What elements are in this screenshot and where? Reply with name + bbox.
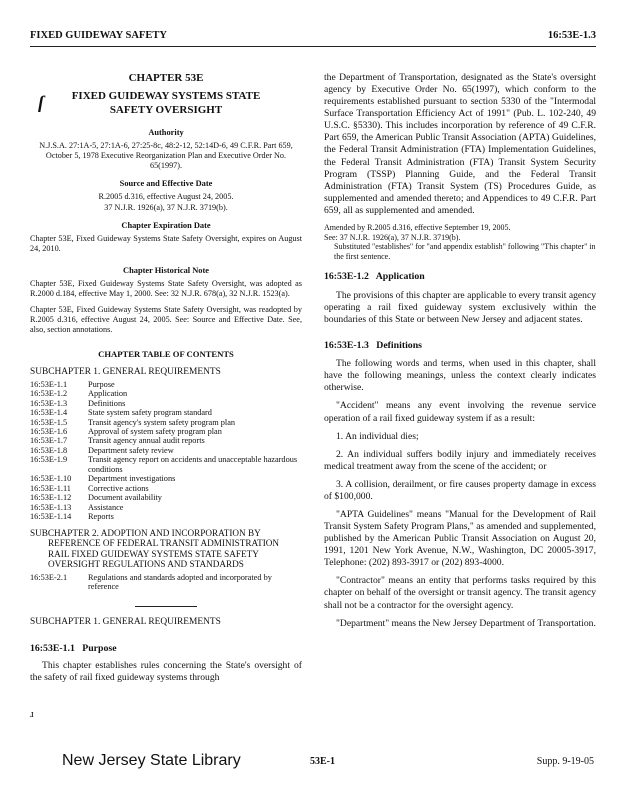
toc-number: 16:53E-1.12	[30, 493, 72, 503]
toc-number: 16:53E-1.4	[30, 408, 68, 418]
toc-title: Reports	[88, 512, 114, 522]
definition-contractor: "Contractor" means an entity that performs tasks required by this chapter on behalf of the oversight or transit agency. The transit agency shall not be a contractor for the oversight agency.	[324, 575, 596, 611]
amendment-note	[324, 223, 596, 261]
toc-row	[30, 436, 302, 445]
header-rule	[30, 46, 596, 47]
section-1-1-text: This chapter establishes rules concerning the State's oversight of the safety of rail fixed guideway systems through	[30, 659, 302, 683]
toc-number: 16:53E-1.5	[30, 417, 68, 427]
toc-title: Purpose	[88, 379, 115, 389]
history-heading: Chapter Historical Note	[123, 265, 209, 275]
toc-row	[30, 493, 302, 502]
purpose-continued-text: the Department of Transportation, designated as the State's oversight agency by Executive Order No. 65(1997), which conform to the requirements established pursuant to section 5330 of the "Intermodal Surface Transportation Efficiency Act of 1991" (Pub. L. 102-240, 49 U.S.C. §5330). This includes incorporation by reference of 49 C.F.R. Part 659, the American Public Transit Association (APTA) Guidelines, the Federal Transit Administration (FTA) Implementation Guidelines, the Federal Transit Administration (FTA) Transit System Security Program (TSSP) Planning Guide, and the Federal Transit Administration (FTA) Transit System (TS) Procedures Guide, as supplemented and amended thereto; and Appendices to 49 C.F.R. Part 659, all as supplemented and amended.	[324, 72, 596, 216]
page-number: 53E-1	[310, 756, 335, 767]
header-section: 16:53E-1.3	[547, 30, 596, 41]
accident-item-1: 1. An individual dies;	[336, 430, 419, 442]
toc-row	[30, 455, 302, 474]
header-title: FIXED GUIDEWAY SAFETY	[30, 30, 167, 41]
toc-number: 16:53E-1.6	[30, 427, 68, 437]
toc-number: 16:53E-1.11	[30, 483, 71, 493]
source-line-2: 37 N.J.R. 1926(a), 37 N.J.R. 3719(b).	[104, 202, 228, 212]
accident-item-3: 3. A collision, derailment, or fire causes property damage in excess of $100,000.	[324, 478, 596, 502]
toc-title: Transit agency's system safety program plan	[88, 417, 236, 427]
history-paragraph-1: Chapter 53E, Fixed Guideway Systems State Safety Oversight, was adopted as R.2000 d.184, effective May 1, 2000. See: 32 N.J.R. 678(a), 32 N.J.R. 1523(a).	[30, 278, 302, 298]
toc-title: Transit agency report on accidents and unacceptable hazardous conditions	[88, 455, 298, 474]
definitions-intro: The following words and terms, when used in this chapter, shall have the following meanings, unless the context clearly indicates otherwise.	[324, 358, 596, 394]
toc-row	[30, 380, 302, 389]
toc-row	[30, 512, 302, 521]
definition-department: "Department" means the New Jersey Department of Transportation.	[336, 617, 596, 629]
toc-title: Assistance	[88, 502, 124, 512]
authority-text: N.J.S.A. 27:1A-5, 27:1A-6, 27:25-8c, 48:2-12, 52:14D-6, 49 C.F.R. Part 659, October 5, 1978 Executive Reorganization Plan and Executive Order No. 65(1997).	[39, 140, 293, 170]
source-heading: Source and Effective Date	[119, 179, 213, 189]
toc-heading: CHAPTER TABLE OF CONTENTS	[98, 348, 234, 359]
toc-title: Regulations and standards adopted and incorporated by reference	[88, 572, 272, 592]
authority-heading: Authority	[148, 127, 184, 137]
toc-number: 16:53E-2.1	[30, 572, 68, 582]
toc-number: 16:53E-1.7	[30, 436, 68, 446]
toc-title: Department safety review	[88, 445, 174, 455]
toc-row	[30, 484, 302, 493]
expiration-text: Chapter 53E, Fixed Guideway Systems State Safety Oversight, expires on August 24, 2010.	[30, 233, 302, 253]
toc-row	[30, 399, 302, 408]
toc-row	[30, 474, 302, 483]
toc-list	[30, 380, 302, 522]
toc-number: 16:53E-1.8	[30, 445, 68, 455]
section-1-2-heading: 16:53E-1.2 Application	[324, 271, 425, 283]
toc-row	[30, 389, 302, 398]
margin-mark-bottom: ɹ	[30, 708, 34, 720]
left-column	[30, 72, 302, 684]
chapter-title: FIXED GUIDEWAY SYSTEMS STATE SAFETY OVERSIGHT	[71, 90, 261, 116]
chapter-number: CHAPTER 53E	[128, 72, 204, 84]
toc-row	[30, 573, 302, 592]
toc-number: 16:53E-1.14	[30, 512, 72, 522]
subchapter-1-heading: SUBCHAPTER 1. GENERAL REQUIREMENTS	[30, 616, 221, 627]
accident-item-2: 2. An individual suffers bodily injury and immediately receives medical treatment away from the scene of the accident; or	[324, 448, 596, 472]
section-1-3-heading: 16:53E-1.3 Definitions	[324, 339, 422, 351]
library-watermark: New Jersey State Library	[62, 752, 241, 769]
section-divider	[135, 606, 197, 607]
toc-title: Approval of system safety program plan	[88, 427, 222, 437]
toc-title: Document availability	[88, 493, 162, 503]
toc-row	[30, 408, 302, 417]
toc-title: Department investigations	[88, 474, 176, 484]
toc-row	[30, 418, 302, 427]
toc-title: Corrective actions	[88, 483, 149, 493]
amendment-line-2: See: 37 N.J.R. 1926(a), 37 N.J.R. 3719(b).	[324, 232, 461, 242]
history-paragraph-2: Chapter 53E, Fixed Guideway Systems State Safety Oversight, was readopted by R.2005 d.316, effective August 24, 2005. See: Source and Effective Date. See, also, section annotations.	[30, 304, 302, 334]
toc-number: 16:53E-1.2	[30, 389, 68, 399]
amendment-line-1: Amended by R.2005 d.316, effective September 19, 2005.	[324, 222, 511, 232]
source-line-1: R.2005 d.316, effective August 24, 2005.	[98, 192, 234, 202]
margin-mark: ſ	[38, 92, 44, 112]
toc-row	[30, 427, 302, 436]
toc-number: 16:53E-1.3	[30, 398, 68, 408]
toc-number: 16:53E-1.10	[30, 474, 72, 484]
definition-apta: "APTA Guidelines" means "Manual for the Development of Rail Transit System Safety Program Plans," as amended and supplemented, published by the American Public Transit Association on August 20, 1991, 1201 New York Avenue, N.W., Washington, DC 20005-3917, Telephone: (202) 893-3917 or (202) 893-4000.	[324, 509, 596, 569]
supplement-date: Supp. 9-19-05	[536, 756, 594, 767]
toc-subchapter-1: SUBCHAPTER 1. GENERAL REQUIREMENTS	[30, 366, 221, 377]
toc-subchapter-2: SUBCHAPTER 2. ADOPTION AND INCORPORATION BY REFERENCE OF FEDERAL TRANSIT ADMINISTRATION RAIL FIXED GUIDEWAY SYSTEMS STATE SAFETY OVERSIGHT REGULATIONS AND STANDARDS	[30, 527, 280, 570]
section-1-1-heading: 16:53E-1.1 Purpose	[30, 642, 117, 654]
toc-row	[30, 503, 302, 512]
amendment-line-3: Substituted "establishes" for "and appendix establish" following "This chapter" in the first sentence.	[334, 242, 596, 261]
toc-title: State system safety program standard	[88, 408, 212, 418]
definition-accident: "Accident" means any event involving the revenue service operation of a rail fixed guideway system if as a result:	[324, 400, 596, 424]
expiration-heading: Chapter Expiration Date	[121, 220, 211, 230]
toc-row	[30, 446, 302, 455]
toc-title: Application	[88, 389, 128, 399]
toc-number: 16:53E-1.9	[30, 455, 68, 465]
toc-title: Definitions	[88, 398, 126, 408]
running-header	[30, 30, 596, 41]
toc-title: Transit agency annual audit reports	[88, 436, 205, 446]
section-1-2-text: The provisions of this chapter are applicable to every transit agency operating a rail fixed guideway system exclusively within the boundaries of this State or between New Jersey and adjacent states.	[324, 289, 597, 325]
toc-number: 16:53E-1.13	[30, 502, 72, 512]
right-column	[324, 72, 596, 636]
toc-number: 16:53E-1.1	[30, 379, 68, 389]
